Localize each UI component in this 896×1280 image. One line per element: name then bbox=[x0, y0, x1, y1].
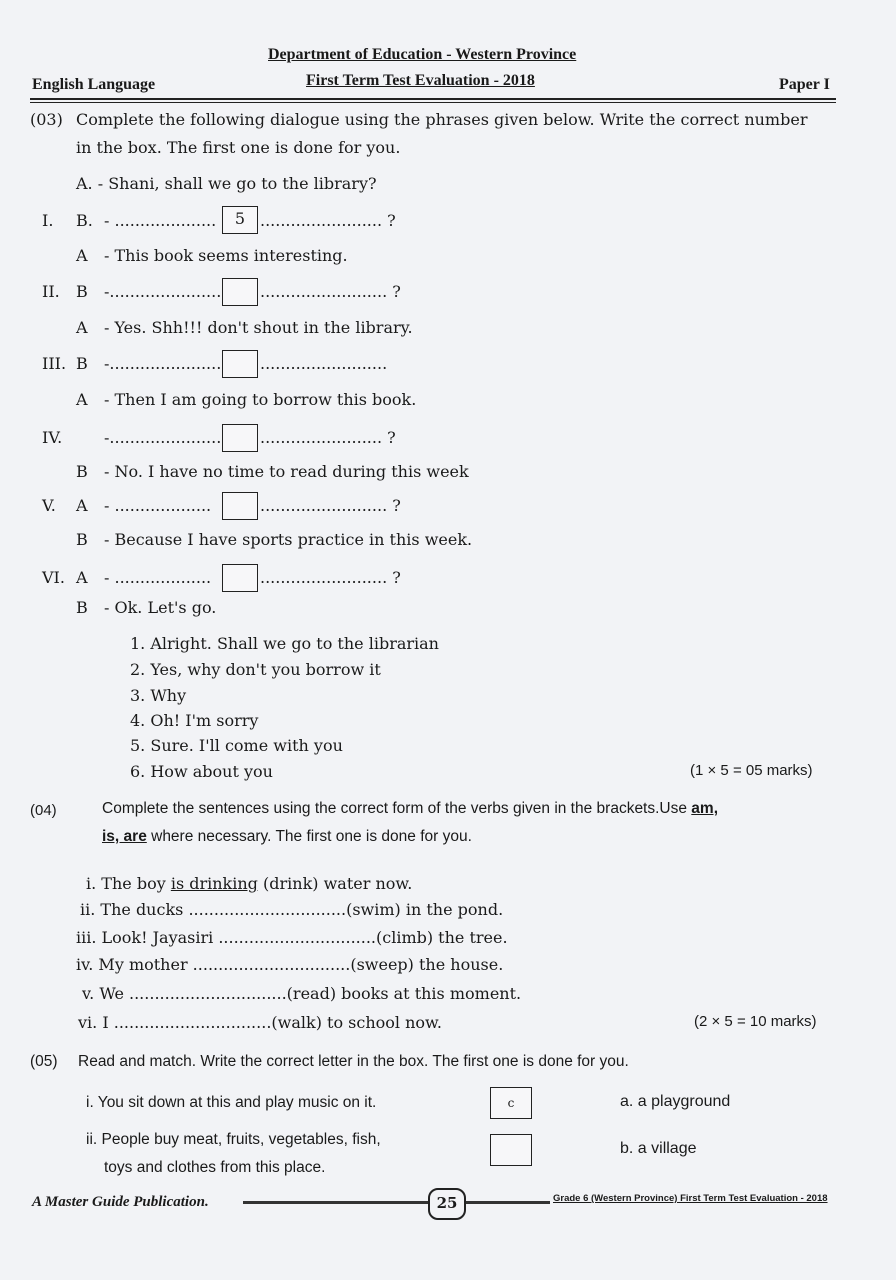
term-title: First Term Test Evaluation - 2018 bbox=[306, 72, 535, 89]
q3-phrase: 3. Why bbox=[130, 686, 187, 705]
q4-instruction-line2 bbox=[102, 828, 472, 846]
q4-number: (04) bbox=[30, 802, 57, 819]
q4-instruction-text: Complete the sentences using the correct form of the verbs given in the brackets.Use bbox=[102, 800, 692, 817]
q3-row-speaker: B bbox=[76, 354, 88, 373]
q3-phrase: 5. Sure. I'll come with you bbox=[130, 736, 343, 755]
q4-item: v. We ...............................(read) books at this moment. bbox=[82, 984, 522, 1003]
q4-item: ii. The ducks ...............................(swim) in the pond. bbox=[80, 900, 504, 919]
footer-publisher: A Master Guide Publication. bbox=[32, 1194, 209, 1210]
q5-option: a. a playground bbox=[620, 1093, 731, 1110]
q3-row-speaker: B bbox=[76, 462, 88, 481]
q5-answer-box-2[interactable] bbox=[490, 1134, 532, 1166]
q3-phrase: 6. How about you bbox=[130, 762, 273, 781]
q3-answer-box-4[interactable] bbox=[222, 424, 258, 452]
q4-item bbox=[86, 874, 412, 893]
q4-keyword-am: am, bbox=[691, 800, 719, 817]
q3-row-text: - Ok. Let's go. bbox=[104, 598, 217, 617]
q4-item-text: i. The boy bbox=[86, 874, 171, 893]
q3-row-speaker: A bbox=[76, 568, 88, 587]
footer-series: Grade 6 (Western Province) First Term Test Evaluation - 2018 bbox=[553, 1193, 828, 1204]
q3-row-text: - Then I am going to borrow this book. bbox=[104, 390, 417, 409]
q5-item-continued: toys and clothes from this place. bbox=[104, 1159, 326, 1176]
q3-row-speaker: A bbox=[76, 246, 88, 265]
q5-item: ii. People buy meat, fruits, vegetables, fish, bbox=[86, 1131, 381, 1148]
q3-row-speaker: B bbox=[76, 598, 88, 617]
q3-row-speaker: B bbox=[76, 282, 88, 301]
q3-row-pre-dots: -...................... bbox=[104, 282, 222, 301]
q3-row-pre-dots: -...................... bbox=[104, 428, 222, 447]
q4-keyword-is-are: is, are bbox=[102, 828, 147, 845]
q5-item: i. You sit down at this and play music on it. bbox=[86, 1094, 377, 1111]
q3-row-num: II. bbox=[42, 282, 60, 301]
header-rule-thin bbox=[30, 102, 836, 103]
q4-marks: (2 × 5 = 10 marks) bbox=[694, 1013, 817, 1030]
q3-row-post-dots: ......................... ? bbox=[260, 282, 401, 301]
q4-item: iii. Look! Jayasiri ...............................(climb) the tree. bbox=[76, 928, 508, 947]
q3-row-num: V. bbox=[42, 496, 56, 515]
q3-row-text: - Because I have sports practice in this week. bbox=[104, 530, 473, 549]
header-rule bbox=[30, 98, 836, 100]
q3-row-pre-dots: - ................... bbox=[104, 568, 212, 587]
q3-row-pre-dots: - ................... bbox=[104, 496, 212, 515]
q3-phrase: 1. Alright. Shall we go to the librarian bbox=[130, 634, 439, 653]
q3-row-post-dots: ......................... ? bbox=[260, 496, 401, 515]
q3-row-num: IV. bbox=[42, 428, 63, 447]
q3-marks: (1 × 5 = 05 marks) bbox=[690, 762, 813, 779]
q3-instruction-line1: Complete the following dialogue using the phrases given below. Write the correct number bbox=[76, 110, 808, 129]
footer-rule-left bbox=[243, 1201, 428, 1204]
q3-answer-box-5[interactable] bbox=[222, 492, 258, 520]
q3-phrase: 4. Oh! I'm sorry bbox=[130, 711, 259, 730]
q3-row-text: - No. I have no time to read during this week bbox=[104, 462, 469, 481]
q4-instruction-line1 bbox=[102, 800, 718, 818]
q4-instruction-text: where necessary. The first one is done for you. bbox=[146, 828, 472, 845]
page-number: 25 bbox=[428, 1188, 466, 1220]
q3-answer-box-2[interactable] bbox=[222, 278, 258, 306]
department-title: Department of Education - Western Province bbox=[268, 46, 577, 63]
q3-opening-line: A. - Shani, shall we go to the library? bbox=[76, 174, 377, 193]
q5-answer-box-1[interactable]: c bbox=[490, 1087, 532, 1119]
q3-row-post-dots: ........................ ? bbox=[260, 428, 396, 447]
q3-row-pre-dots: -...................... bbox=[104, 354, 222, 373]
q3-row-speaker: A bbox=[76, 390, 88, 409]
q3-number: (03) bbox=[30, 110, 63, 129]
q3-row-text: - Yes. Shh!!! don't shout in the library. bbox=[104, 318, 413, 337]
q3-row-num: III. bbox=[42, 354, 67, 373]
q3-answer-box-1[interactable]: 5 bbox=[222, 206, 258, 234]
q3-phrase: 2. Yes, why don't you borrow it bbox=[130, 660, 381, 679]
q4-item: iv. My mother ...............................(sweep) the house. bbox=[76, 955, 504, 974]
q3-row-post-dots: ......................... bbox=[260, 354, 388, 373]
q3-row-post-dots: ........................ ? bbox=[260, 211, 396, 230]
q3-row-pre-dots: - .................... bbox=[104, 211, 217, 230]
q3-row-post-dots: ......................... ? bbox=[260, 568, 401, 587]
q3-row-text: - This book seems interesting. bbox=[104, 246, 348, 265]
paper-label: Paper I bbox=[779, 76, 830, 93]
q3-row-num: VI. bbox=[42, 568, 65, 587]
q3-answer-box-3[interactable] bbox=[222, 350, 258, 378]
subject-label: English Language bbox=[32, 76, 156, 93]
q4-item-text: (drink) water now. bbox=[257, 874, 413, 893]
q5-number: (05) bbox=[30, 1053, 58, 1070]
q4-item: vi. I ...............................(walk) to school now. bbox=[78, 1013, 442, 1032]
q4-example-answer: is drinking bbox=[170, 874, 258, 893]
q5-option: b. a village bbox=[620, 1140, 697, 1157]
q3-row-num: I. bbox=[42, 211, 54, 230]
q3-row-speaker: A bbox=[76, 496, 88, 515]
q3-instruction-line2: in the box. The first one is done for you. bbox=[76, 138, 401, 157]
q3-answer-box-6[interactable] bbox=[222, 564, 258, 592]
q3-row-speaker: B bbox=[76, 530, 88, 549]
q5-instruction: Read and match. Write the correct letter in the box. The first one is done for you. bbox=[78, 1053, 629, 1070]
q3-row-speaker: B. bbox=[76, 211, 93, 230]
q3-row-speaker: A bbox=[76, 318, 88, 337]
footer-rule-right bbox=[462, 1201, 550, 1204]
